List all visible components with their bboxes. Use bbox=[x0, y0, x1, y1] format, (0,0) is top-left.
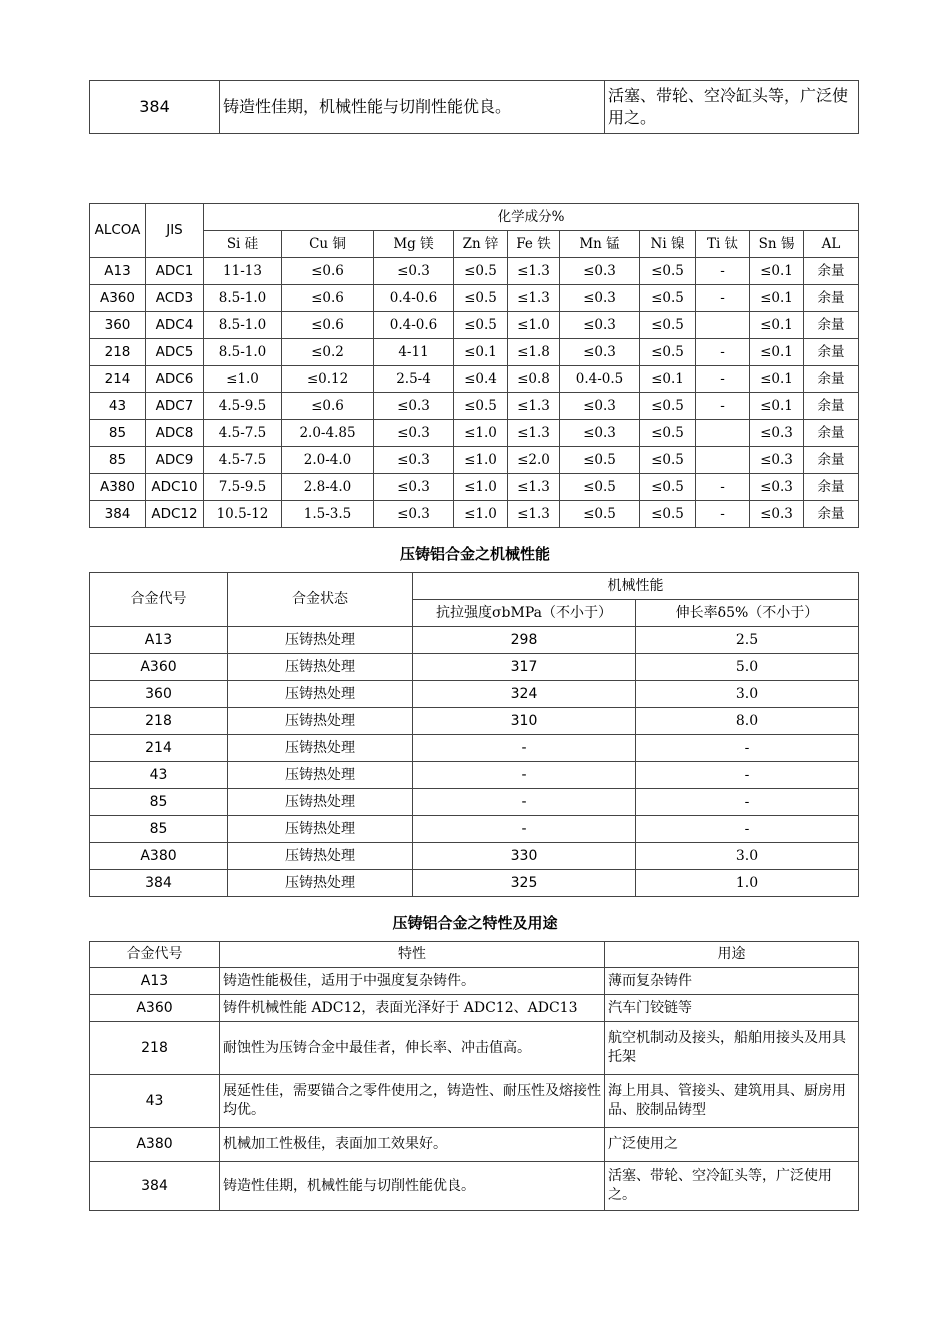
table-cell: ≤1.0 bbox=[204, 366, 282, 393]
table-cell bbox=[696, 447, 750, 474]
table-header-row bbox=[90, 942, 859, 968]
table-cell: 11-13 bbox=[204, 258, 282, 285]
table-cell: 余量 bbox=[804, 285, 859, 312]
column-header-element: Fe 铁 bbox=[508, 231, 560, 258]
alloy-state-cell: 压铸热处理 bbox=[228, 735, 413, 762]
alloy-jis-cell: ACD3 bbox=[146, 285, 204, 312]
alloy-state-cell: 压铸热处理 bbox=[228, 789, 413, 816]
tensile-value-cell: - bbox=[413, 735, 636, 762]
table-cell: - bbox=[696, 366, 750, 393]
usage-cell: 活塞、带轮、空冷缸头等，广泛使用之。 bbox=[605, 1162, 859, 1211]
table-cell bbox=[696, 312, 750, 339]
column-header-element: Ni 镍 bbox=[640, 231, 696, 258]
table-cell: ≤0.5 bbox=[454, 312, 508, 339]
table-cell: 余量 bbox=[804, 474, 859, 501]
alloy-code-cell: 360 bbox=[90, 681, 228, 708]
table-cell: 2.8-4.0 bbox=[282, 474, 374, 501]
column-header-property: 特性 bbox=[220, 942, 605, 968]
table-cell: 10.5-12 bbox=[204, 501, 282, 528]
table-cell: ≤0.5 bbox=[640, 447, 696, 474]
column-header-element: Cu 铜 bbox=[282, 231, 374, 258]
table-cell: ≤0.12 bbox=[282, 366, 374, 393]
table-cell: ≤0.6 bbox=[282, 312, 374, 339]
column-header-element: Ti 钛 bbox=[696, 231, 750, 258]
table-row bbox=[90, 312, 859, 339]
column-header-jis: JIS bbox=[146, 204, 204, 258]
property-cell: 铸造性能极佳，适用于中强度复杂铸件。 bbox=[220, 968, 605, 995]
table-cell: - bbox=[696, 501, 750, 528]
alloy-state-cell: 压铸热处理 bbox=[228, 654, 413, 681]
table-cell: 余量 bbox=[804, 312, 859, 339]
table-cell: ≤0.3 bbox=[560, 393, 640, 420]
mechanical-table-title: 压铸铝合金之机械性能 bbox=[399, 545, 550, 563]
table-row bbox=[90, 285, 859, 312]
table-cell: 2.5-4 bbox=[374, 366, 454, 393]
elongation-value-cell: 3.0 bbox=[636, 681, 859, 708]
tensile-value-cell: 324 bbox=[413, 681, 636, 708]
table-cell: 2.0-4.85 bbox=[282, 420, 374, 447]
table-row bbox=[90, 420, 859, 447]
table-cell: 1.5-3.5 bbox=[282, 501, 374, 528]
column-header-tensile: 抗拉强度σbMPa（不小于） bbox=[413, 600, 636, 627]
usage-cell: 海上用具、管接头、建筑用具、厨房用品、胶制品铸型 bbox=[605, 1075, 859, 1128]
column-group-header: 机械性能 bbox=[413, 573, 859, 600]
table-cell: 2.0-4.0 bbox=[282, 447, 374, 474]
alloy-state-cell: 压铸热处理 bbox=[228, 762, 413, 789]
table-cell: ≤1.3 bbox=[508, 258, 560, 285]
alloy-alcoa-cell: 214 bbox=[90, 366, 146, 393]
table-cell: ≤1.3 bbox=[508, 285, 560, 312]
elongation-value-cell: 3.0 bbox=[636, 843, 859, 870]
alloy-alcoa-cell: A13 bbox=[90, 258, 146, 285]
table-row bbox=[90, 735, 859, 762]
table-cell: ≤1.0 bbox=[454, 420, 508, 447]
alloy-jis-cell: ADC1 bbox=[146, 258, 204, 285]
property-cell: 耐蚀性为压铸合金中最佳者，伸长率、冲击值高。 bbox=[220, 1022, 605, 1075]
usage-cell: 广泛使用之 bbox=[605, 1128, 859, 1162]
tensile-value-cell: 330 bbox=[413, 843, 636, 870]
table-cell: ≤0.3 bbox=[750, 501, 804, 528]
table-cell: 余量 bbox=[804, 447, 859, 474]
table-cell: ≤0.3 bbox=[374, 258, 454, 285]
alloy-state-cell: 压铸热处理 bbox=[228, 816, 413, 843]
property-cell: 铸造性佳期，机械性能与切削性能优良。 bbox=[220, 1162, 605, 1211]
chemical-composition-table bbox=[89, 203, 859, 528]
column-header-element: Si 硅 bbox=[204, 231, 282, 258]
column-header-element: AL bbox=[804, 231, 859, 258]
alloy-code-cell: A360 bbox=[90, 654, 228, 681]
table-cell: ≤1.0 bbox=[454, 474, 508, 501]
column-header-alcoa: ALCOA bbox=[90, 204, 146, 258]
table-cell: ≤0.8 bbox=[508, 366, 560, 393]
composition-table-body bbox=[90, 258, 859, 528]
alloy-code-cell: 218 bbox=[90, 1022, 220, 1075]
table-cell: ≤0.3 bbox=[560, 339, 640, 366]
table-cell: 0.4-0.6 bbox=[374, 285, 454, 312]
table-row bbox=[90, 1075, 859, 1128]
table-cell: ≤1.0 bbox=[508, 312, 560, 339]
table-row bbox=[90, 968, 859, 995]
elongation-value-cell: - bbox=[636, 816, 859, 843]
property-cell: 机械加工性极佳，表面加工效果好。 bbox=[220, 1128, 605, 1162]
table-row bbox=[90, 1022, 859, 1075]
alloy-state-cell: 压铸热处理 bbox=[228, 843, 413, 870]
alloy-code-cell: 85 bbox=[90, 816, 228, 843]
table-cell bbox=[696, 420, 750, 447]
column-group-header: 化学成分% bbox=[204, 204, 859, 231]
table-cell: ≤2.0 bbox=[508, 447, 560, 474]
alloy-alcoa-cell: 360 bbox=[90, 312, 146, 339]
table-header-row bbox=[90, 204, 859, 231]
elongation-value-cell: 2.5 bbox=[636, 627, 859, 654]
column-header-alloy-state: 合金状态 bbox=[228, 573, 413, 627]
table-row bbox=[90, 708, 859, 735]
table-subheader-row bbox=[90, 231, 859, 258]
table-cell: ≤0.3 bbox=[750, 447, 804, 474]
table-cell: ≤0.5 bbox=[454, 258, 508, 285]
alloy-state-cell: 压铸热处理 bbox=[228, 870, 413, 897]
alloy-code-cell: 43 bbox=[90, 1075, 220, 1128]
alloy-jis-cell: ADC12 bbox=[146, 501, 204, 528]
alloy-jis-cell: ADC9 bbox=[146, 447, 204, 474]
table-cell: ≤0.3 bbox=[374, 393, 454, 420]
table-cell: ≤0.1 bbox=[750, 366, 804, 393]
table-cell: 余量 bbox=[804, 258, 859, 285]
table-cell: ≤0.5 bbox=[454, 393, 508, 420]
table-cell: ≤0.1 bbox=[640, 366, 696, 393]
column-header-element: Zn 锌 bbox=[454, 231, 508, 258]
elongation-value-cell: - bbox=[636, 789, 859, 816]
table-header-row bbox=[90, 573, 859, 600]
alloy-jis-cell: ADC4 bbox=[146, 312, 204, 339]
table-cell: ≤0.3 bbox=[374, 474, 454, 501]
table-cell: ≤0.4 bbox=[454, 366, 508, 393]
table-cell: ≤0.3 bbox=[374, 501, 454, 528]
table-cell: 4.5-7.5 bbox=[204, 420, 282, 447]
table-row bbox=[90, 681, 859, 708]
table-cell: - bbox=[696, 285, 750, 312]
tensile-value-cell: 325 bbox=[413, 870, 636, 897]
table-row bbox=[90, 995, 859, 1022]
alloy-jis-cell: ADC5 bbox=[146, 339, 204, 366]
table-cell: ≤0.1 bbox=[750, 339, 804, 366]
table-row bbox=[90, 447, 859, 474]
table-cell: ≤0.3 bbox=[750, 420, 804, 447]
table-cell: ≤0.1 bbox=[750, 285, 804, 312]
column-header-usage: 用途 bbox=[605, 942, 859, 968]
alloy-alcoa-cell: 85 bbox=[90, 447, 146, 474]
table-cell: ≤0.5 bbox=[640, 393, 696, 420]
table-row bbox=[90, 1162, 859, 1211]
table-cell: ≤0.5 bbox=[560, 501, 640, 528]
table-cell: ≤1.3 bbox=[508, 501, 560, 528]
top-usage-table-fragment bbox=[89, 80, 859, 134]
tensile-value-cell: - bbox=[413, 789, 636, 816]
table-cell: ≤0.6 bbox=[282, 393, 374, 420]
table-cell: - bbox=[696, 393, 750, 420]
alloy-alcoa-cell: A360 bbox=[90, 285, 146, 312]
table-cell: ≤0.5 bbox=[640, 420, 696, 447]
alloy-code-cell: 43 bbox=[90, 762, 228, 789]
column-header-element: Sn 锡 bbox=[750, 231, 804, 258]
table-cell: ≤0.5 bbox=[640, 474, 696, 501]
alloy-alcoa-cell: 384 bbox=[90, 501, 146, 528]
table-row bbox=[90, 258, 859, 285]
alloy-jis-cell: ADC8 bbox=[146, 420, 204, 447]
usage-cell: 薄而复杂铸件 bbox=[605, 968, 859, 995]
table-cell: ≤0.3 bbox=[374, 420, 454, 447]
alloy-alcoa-cell: A380 bbox=[90, 474, 146, 501]
mechanical-table-body bbox=[90, 627, 859, 897]
table-cell: ≤0.2 bbox=[282, 339, 374, 366]
table-row bbox=[90, 1128, 859, 1162]
tensile-value-cell: 298 bbox=[413, 627, 636, 654]
usage-table-body bbox=[90, 968, 859, 1211]
table-cell: ≤0.5 bbox=[560, 474, 640, 501]
table-cell: ≤0.1 bbox=[750, 258, 804, 285]
table-row bbox=[90, 627, 859, 654]
alloy-alcoa-cell: 43 bbox=[90, 393, 146, 420]
column-header-elongation: 伸长率δ5%（不小于） bbox=[636, 600, 859, 627]
table-row bbox=[90, 843, 859, 870]
usage-cell: 活塞、带轮、空冷缸头等，广泛使用之。 bbox=[605, 81, 859, 134]
table-cell: ≤0.5 bbox=[640, 312, 696, 339]
mechanical-properties-table bbox=[89, 572, 859, 897]
alloy-code-cell: A13 bbox=[90, 968, 220, 995]
properties-usage-table bbox=[89, 941, 859, 1211]
table-cell: - bbox=[696, 258, 750, 285]
column-header-alloy-code: 合金代号 bbox=[90, 573, 228, 627]
table-cell: ≤0.5 bbox=[640, 285, 696, 312]
elongation-value-cell: 5.0 bbox=[636, 654, 859, 681]
table-cell: ≤1.0 bbox=[454, 501, 508, 528]
table-row bbox=[90, 474, 859, 501]
alloy-code-cell: 85 bbox=[90, 789, 228, 816]
table-cell: ≤0.3 bbox=[560, 258, 640, 285]
table-row bbox=[90, 501, 859, 528]
alloy-code-cell: A380 bbox=[90, 843, 228, 870]
table-row bbox=[90, 762, 859, 789]
table-cell: 0.4-0.5 bbox=[560, 366, 640, 393]
tensile-value-cell: 317 bbox=[413, 654, 636, 681]
table-cell: ≤1.3 bbox=[508, 393, 560, 420]
alloy-state-cell: 压铸热处理 bbox=[228, 708, 413, 735]
tensile-value-cell: - bbox=[413, 762, 636, 789]
table-cell: 余量 bbox=[804, 420, 859, 447]
elongation-value-cell: - bbox=[636, 735, 859, 762]
alloy-code-cell: 384 bbox=[90, 81, 220, 134]
elongation-value-cell: - bbox=[636, 762, 859, 789]
table-cell: ≤0.3 bbox=[374, 447, 454, 474]
table-cell: ≤0.5 bbox=[454, 285, 508, 312]
alloy-jis-cell: ADC10 bbox=[146, 474, 204, 501]
column-header-alloy-code: 合金代号 bbox=[90, 942, 220, 968]
alloy-code-cell: A13 bbox=[90, 627, 228, 654]
table-cell: - bbox=[696, 339, 750, 366]
table-cell: ≤1.3 bbox=[508, 474, 560, 501]
table-row bbox=[90, 393, 859, 420]
table-cell: ≤0.3 bbox=[560, 285, 640, 312]
table-cell: ≤1.3 bbox=[508, 420, 560, 447]
elongation-value-cell: 1.0 bbox=[636, 870, 859, 897]
table-row bbox=[90, 654, 859, 681]
column-header-element: Mn 锰 bbox=[560, 231, 640, 258]
table-cell: ≤0.5 bbox=[640, 501, 696, 528]
alloy-alcoa-cell: 218 bbox=[90, 339, 146, 366]
tensile-value-cell: - bbox=[413, 816, 636, 843]
alloy-state-cell: 压铸热处理 bbox=[228, 627, 413, 654]
table-cell: ≤0.1 bbox=[454, 339, 508, 366]
alloy-code-cell: 384 bbox=[90, 1162, 220, 1211]
usage-cell: 汽车门铰链等 bbox=[605, 995, 859, 1022]
table-cell: 8.5-1.0 bbox=[204, 339, 282, 366]
table-cell: ≤0.5 bbox=[640, 339, 696, 366]
alloy-code-cell: 214 bbox=[90, 735, 228, 762]
usage-cell: 航空机制动及接头，船舶用接头及用具托架 bbox=[605, 1022, 859, 1075]
table-cell: 0.4-0.6 bbox=[374, 312, 454, 339]
alloy-code-cell: A360 bbox=[90, 995, 220, 1022]
table-cell: 8.5-1.0 bbox=[204, 285, 282, 312]
table-cell: - bbox=[696, 474, 750, 501]
table-row bbox=[90, 789, 859, 816]
table-cell: 余量 bbox=[804, 393, 859, 420]
table-cell: 余量 bbox=[804, 366, 859, 393]
table-cell: ≤1.0 bbox=[454, 447, 508, 474]
table-cell: 7.5-9.5 bbox=[204, 474, 282, 501]
table-cell: ≤0.3 bbox=[750, 474, 804, 501]
alloy-state-cell: 压铸热处理 bbox=[228, 681, 413, 708]
alloy-jis-cell: ADC6 bbox=[146, 366, 204, 393]
table-cell: 8.5-1.0 bbox=[204, 312, 282, 339]
alloy-alcoa-cell: 85 bbox=[90, 420, 146, 447]
table-cell: ≤0.3 bbox=[560, 420, 640, 447]
alloy-jis-cell: ADC7 bbox=[146, 393, 204, 420]
table-cell: 4.5-7.5 bbox=[204, 447, 282, 474]
column-header-element: Mg 镁 bbox=[374, 231, 454, 258]
table-cell: ≤0.1 bbox=[750, 312, 804, 339]
property-cell: 铸造性佳期，机械性能与切削性能优良。 bbox=[220, 81, 605, 134]
tensile-value-cell: 310 bbox=[413, 708, 636, 735]
table-cell: ≤0.6 bbox=[282, 258, 374, 285]
table-cell: ≤0.6 bbox=[282, 285, 374, 312]
usage-table-title: 压铸铝合金之特性及用途 bbox=[392, 914, 558, 932]
property-cell: 铸件机械性能 ADC12，表面光泽好于 ADC12、ADC13 bbox=[220, 995, 605, 1022]
table-cell: ≤0.1 bbox=[750, 393, 804, 420]
alloy-code-cell: 218 bbox=[90, 708, 228, 735]
table-row bbox=[90, 870, 859, 897]
table-cell: 余量 bbox=[804, 339, 859, 366]
elongation-value-cell: 8.0 bbox=[636, 708, 859, 735]
table-cell: 4-11 bbox=[374, 339, 454, 366]
table-cell: ≤0.5 bbox=[640, 258, 696, 285]
table-cell: ≤0.5 bbox=[560, 447, 640, 474]
table-cell: 余量 bbox=[804, 501, 859, 528]
table-row bbox=[90, 366, 859, 393]
table-row bbox=[90, 81, 859, 134]
table-row bbox=[90, 816, 859, 843]
alloy-code-cell: A380 bbox=[90, 1128, 220, 1162]
table-cell: 4.5-9.5 bbox=[204, 393, 282, 420]
table-cell: ≤1.8 bbox=[508, 339, 560, 366]
table-cell: ≤0.3 bbox=[560, 312, 640, 339]
property-cell: 展延性佳，需要锚合之零件使用之，铸造性、耐压性及熔接性均优。 bbox=[220, 1075, 605, 1128]
table-row bbox=[90, 339, 859, 366]
alloy-code-cell: 384 bbox=[90, 870, 228, 897]
